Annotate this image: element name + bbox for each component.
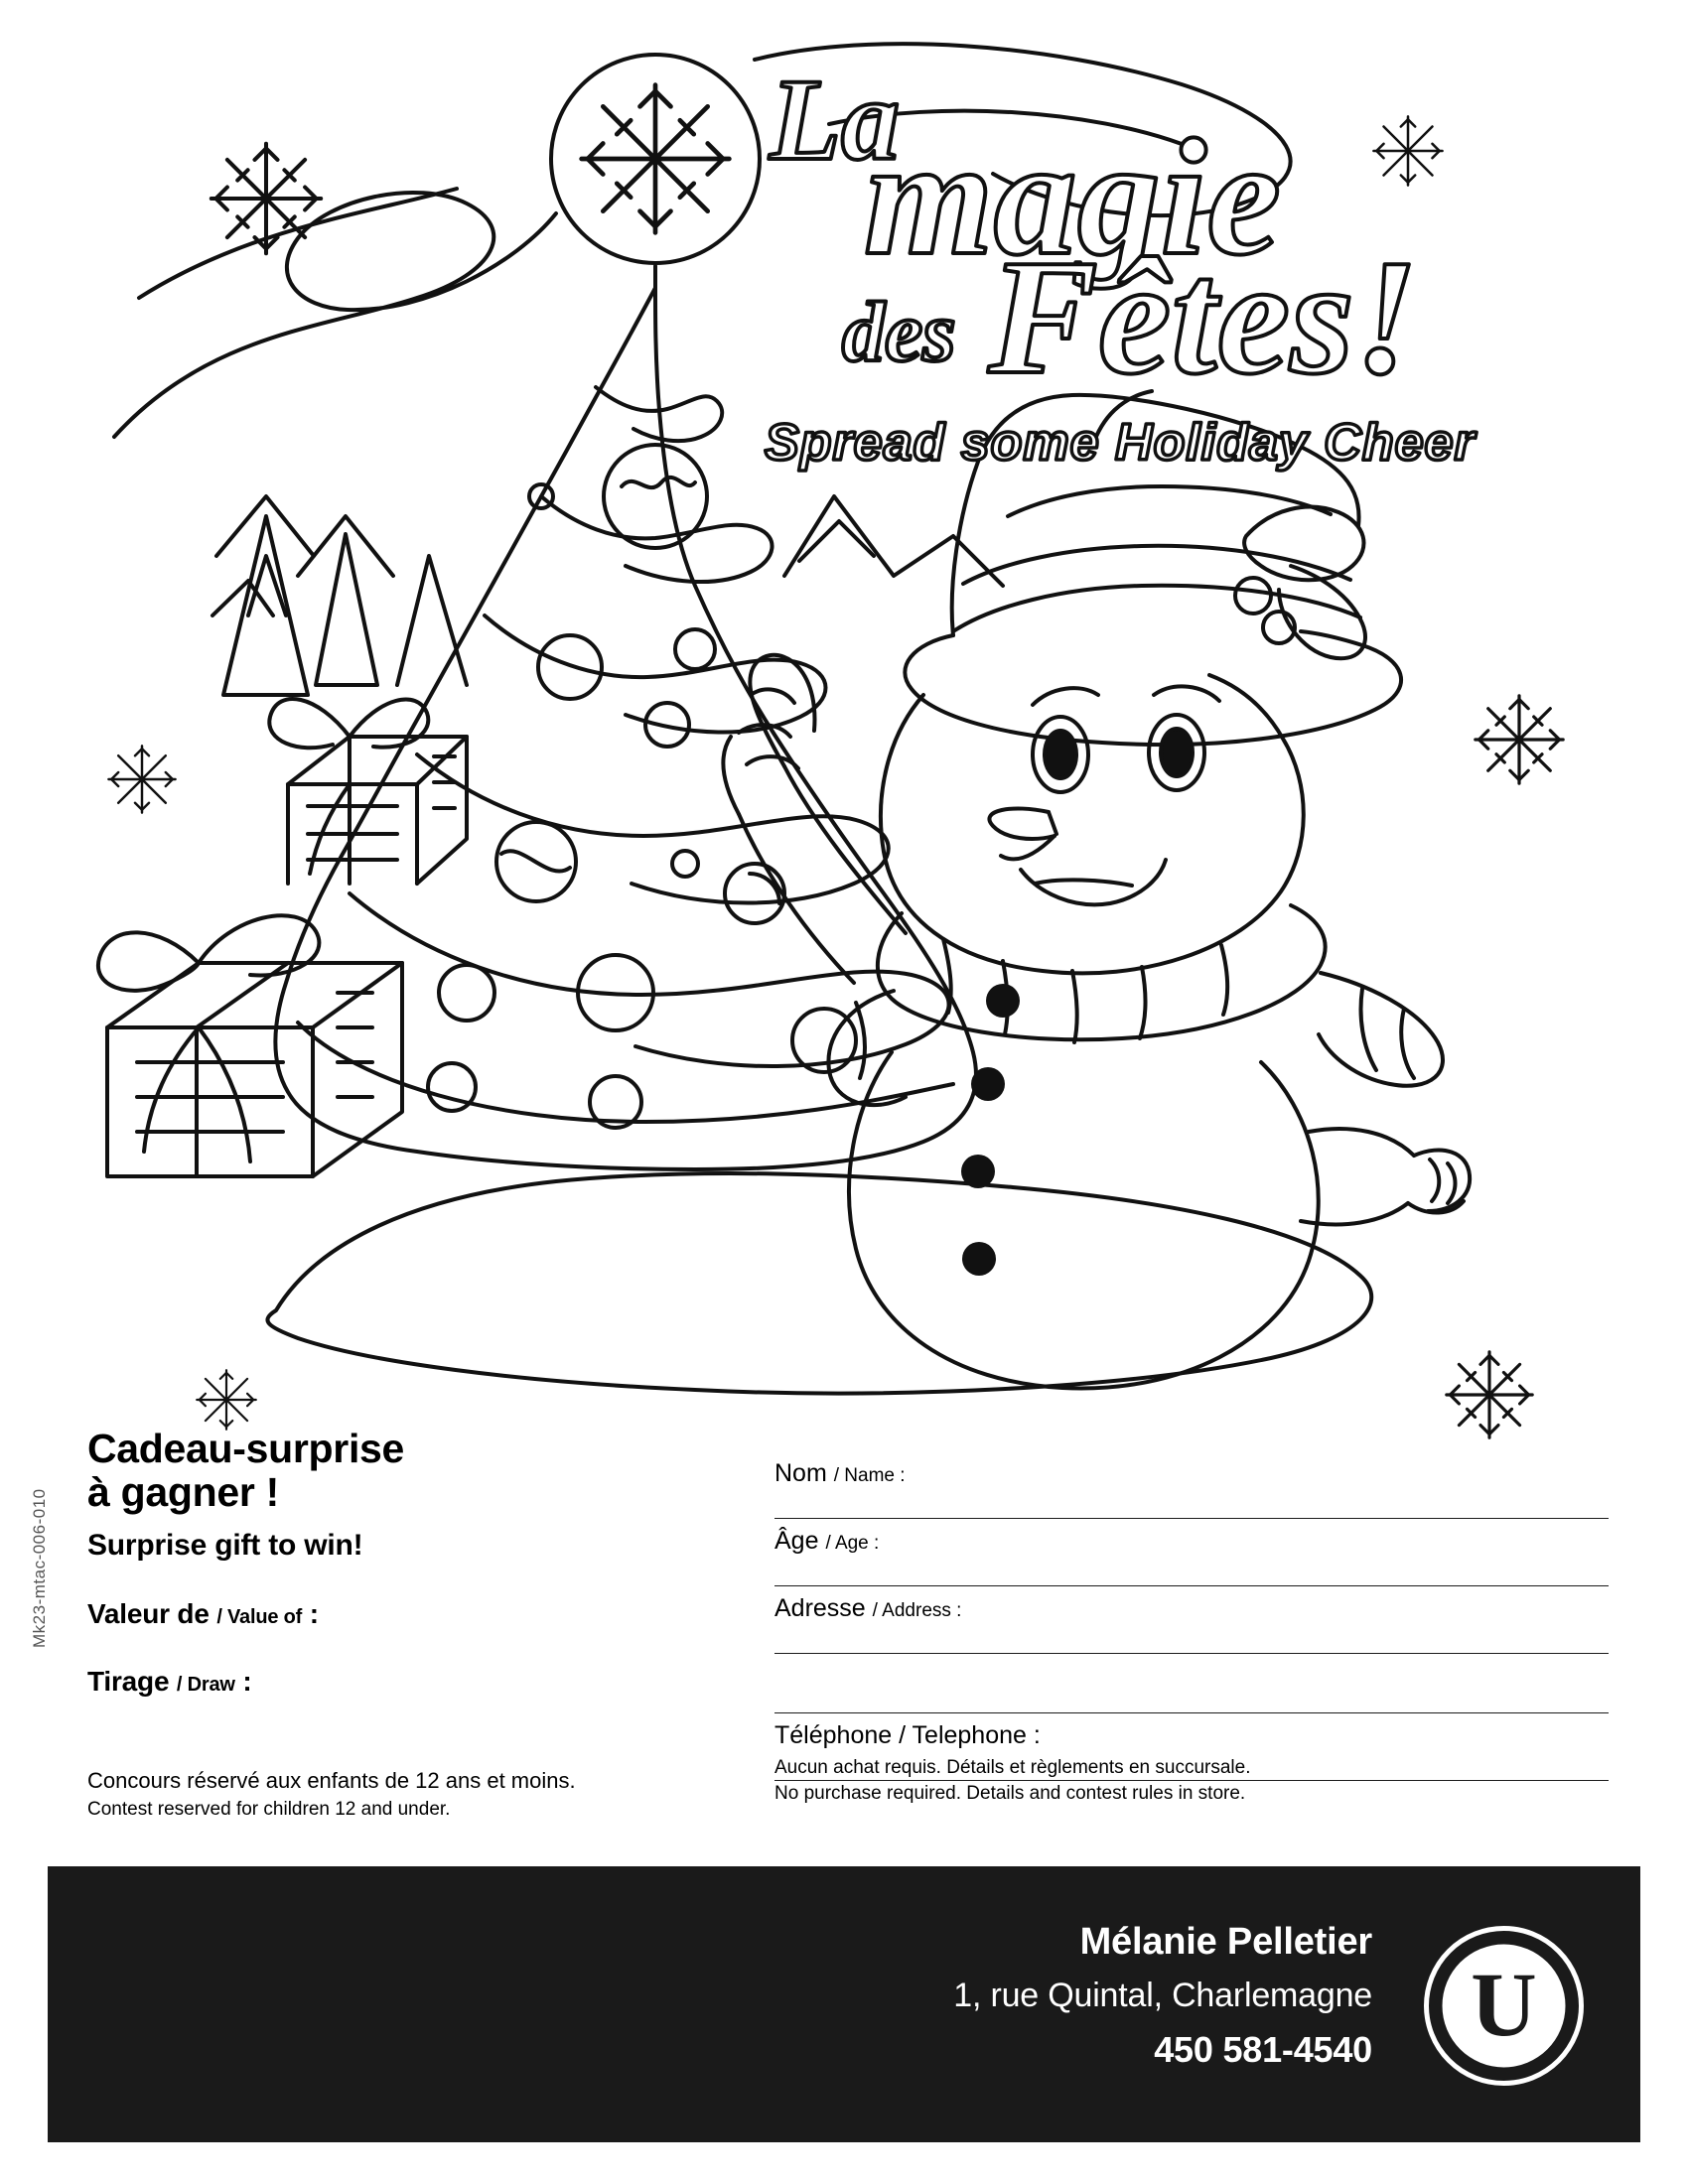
prize-draw-fr: Tirage <box>87 1665 170 1697</box>
field-label-age-en: / Age : <box>825 1533 880 1554</box>
address-input-line-2[interactable] <box>774 1712 1609 1713</box>
title-magie: magie <box>864 105 1281 290</box>
footer-owner-name: Mélanie Pelletier <box>1079 1921 1372 1963</box>
form-field-name[interactable] <box>774 1459 1609 1527</box>
contest-rules-fr: Concours réservé aux enfants de 12 ans et moins. <box>87 1767 576 1793</box>
tree-topper-snowflake-icon <box>551 55 760 263</box>
field-label-address-fr: Adresse <box>774 1594 866 1622</box>
contest-rules-en: Contest reserved for children 12 and under. <box>87 1799 451 1821</box>
form-field-address[interactable] <box>774 1594 1609 1662</box>
contest-rules <box>87 1767 703 1823</box>
prize-value-fr: Valeur de <box>87 1597 210 1629</box>
snow-ground-icon <box>267 1173 1371 1393</box>
field-label-name-en: / Name : <box>833 1465 906 1486</box>
field-label-address-en: / Address : <box>872 1600 962 1621</box>
disclaimer-en: No purchase required. Details and contest rules in store. <box>774 1782 1246 1804</box>
footer-bar <box>48 1866 1640 2142</box>
prize-headline-fr-line2: à gagner ! <box>87 1469 279 1516</box>
form-field-address-line2[interactable] <box>774 1662 1609 1721</box>
footer-address-street: 1, rue Quintal, <box>953 1976 1163 2014</box>
age-input-line[interactable] <box>774 1585 1609 1586</box>
footer-address <box>953 1975 1372 2018</box>
prize-draw-colon: : <box>242 1665 252 1697</box>
address-input-line[interactable] <box>774 1653 1609 1654</box>
document-reference-code: Mk23-mtac-006-010 <box>30 1488 49 1648</box>
form-disclaimer <box>774 1755 1470 1806</box>
footer-contact-block <box>953 1918 1372 2073</box>
title-subtitle: Spread some Holiday Cheer <box>765 414 1476 472</box>
title-des: des <box>842 284 956 379</box>
prize-draw-row <box>87 1666 703 1698</box>
form-field-age[interactable] <box>774 1527 1609 1594</box>
prize-headline-en: Surprise gift to win! <box>87 1528 363 1562</box>
poster-title <box>735 45 1559 531</box>
prize-draw-en: / Draw <box>176 1673 235 1696</box>
logo-letter: U <box>1471 1954 1537 2055</box>
footer-address-city: Charlemagne <box>1172 1976 1372 2014</box>
prize-headline-fr-line1: Cadeau-surprise <box>87 1426 405 1471</box>
name-input-line[interactable] <box>774 1518 1609 1519</box>
title-fetes: Fêtes! <box>988 225 1419 408</box>
prize-value-row <box>87 1598 703 1630</box>
prize-value-colon: : <box>309 1597 319 1629</box>
field-label-name-fr: Nom <box>774 1459 827 1487</box>
prize-value-en: / Value of <box>216 1605 303 1628</box>
footer-phone: 450 581-4540 <box>1154 2029 1372 2071</box>
uniprix-logo-icon <box>1422 1924 1586 2088</box>
prize-info-block <box>87 1427 703 1823</box>
field-label-age-fr: Âge <box>774 1527 819 1555</box>
field-label-phone: Téléphone / Telephone : <box>774 1721 1041 1749</box>
title-la: La <box>770 55 901 185</box>
disclaimer-fr: Aucun achat requis. Détails et règlements en succursale. <box>774 1757 1251 1778</box>
entry-form <box>774 1459 1609 1789</box>
